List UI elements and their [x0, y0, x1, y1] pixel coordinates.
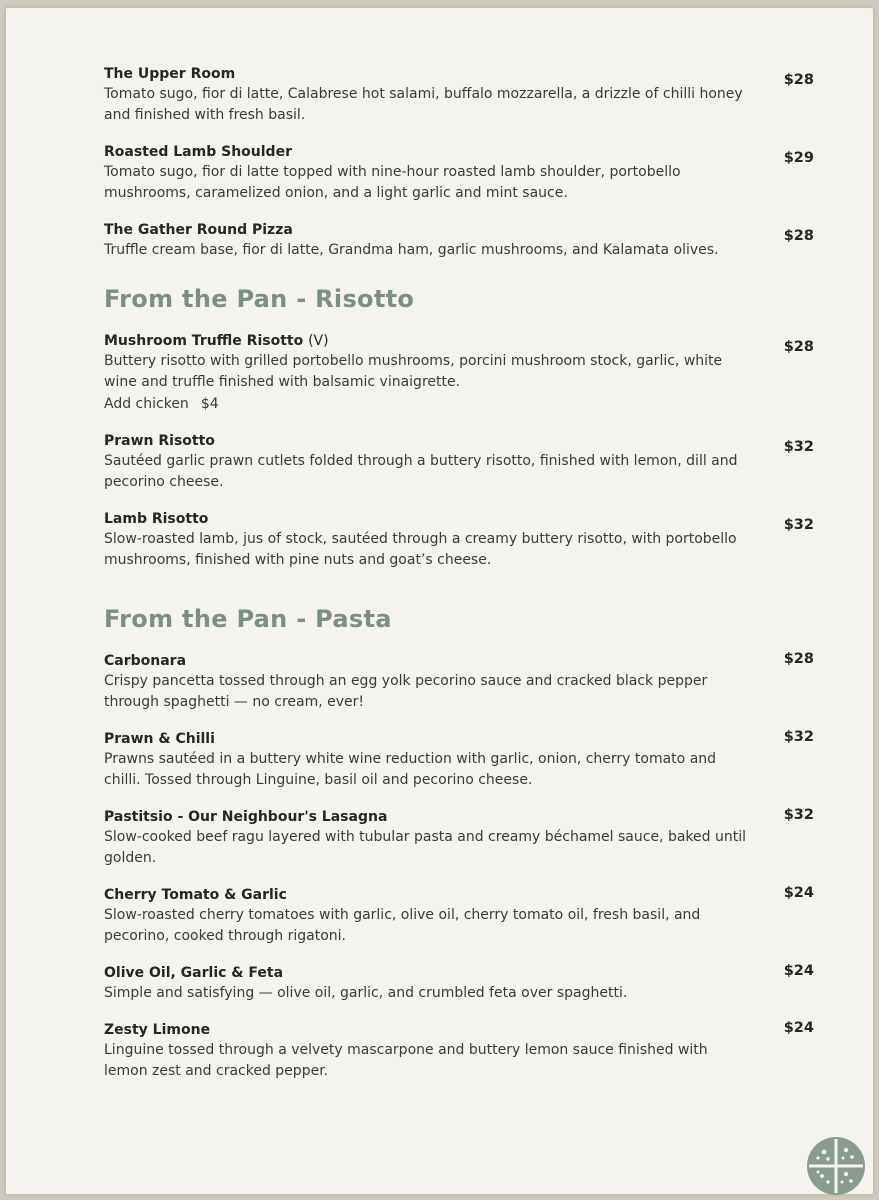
menu-item [104, 651, 814, 713]
item-name: Cherry Tomato & Garlic [104, 887, 287, 903]
item-description: Sautéed garlic prawn cutlets folded through a buttery risotto, finished with lemon, dill and pecorino cheese. [104, 453, 738, 490]
item-name: The Gather Round Pizza [104, 222, 293, 238]
item-price: $32 [783, 439, 814, 455]
item-description: Tomato sugo, fior di latte topped with nine-hour roasted lamb shoulder, portobello mushrooms, caramelized onion, and a light garlic and mint sauce. [104, 164, 681, 201]
item-price: $28 [783, 339, 814, 355]
menu-item [104, 807, 814, 869]
addon-price: $4 [200, 396, 219, 412]
item-description: Crispy pancetta tossed through an egg yolk pecorino sauce and cracked black pepper through spaghetti — no cream, ever! [104, 673, 708, 710]
menu-item [104, 885, 814, 947]
item-name: Pastitsio - Our Neighbour's Lasagna [104, 809, 388, 825]
menu-item [104, 1020, 814, 1082]
item-price: $24 [783, 1020, 814, 1036]
item-price: $32 [783, 517, 814, 533]
item-price: $29 [783, 150, 814, 166]
item-description: Buttery risotto with grilled portobello mushrooms, porcini mushroom stock, garlic, white wine and truffle finished with balsamic vinaigrette. [104, 353, 723, 390]
menu-item [104, 220, 814, 261]
item-name [104, 331, 814, 351]
item-name: Prawn & Chilli [104, 731, 215, 747]
item-price: $28 [783, 651, 814, 667]
menu-item [104, 64, 814, 126]
item-name: Olive Oil, Garlic & Feta [104, 965, 284, 981]
item-description: Prawns sautéed in a buttery white wine reduction with garlic, onion, cherry tomato and chilli. Tossed through Linguine, basil oil and pecorino cheese. [104, 751, 717, 788]
item-price: $28 [783, 72, 814, 88]
menu-page [6, 8, 873, 1194]
section-heading-pasta: From the Pan - Pasta [104, 605, 392, 633]
item-name: Carbonara [104, 653, 187, 669]
item-name: Zesty Limone [104, 1022, 211, 1038]
item-price: $32 [783, 807, 814, 823]
item-description: Slow-roasted lamb, jus of stock, sautéed through a creamy buttery risotto, with portobello mushrooms, finished with pine nuts and goat’s cheese. [104, 531, 737, 568]
section-heading-risotto: From the Pan - Risotto [104, 285, 415, 313]
menu-item [104, 729, 814, 791]
menu-item [104, 431, 814, 493]
menu-item [104, 509, 814, 571]
item-name: Lamb Risotto [104, 511, 209, 527]
item-addon [104, 393, 814, 415]
item-name: Roasted Lamb Shoulder [104, 144, 292, 160]
item-description: Simple and satisfying — olive oil, garlic, and crumbled feta over spaghetti. [104, 985, 628, 1001]
item-price: $24 [783, 885, 814, 901]
item-name: The Upper Room [104, 66, 236, 82]
item-name-text: Mushroom Truffle Risotto [104, 333, 304, 349]
menu-item [104, 963, 814, 1004]
item-description: Truffle cream base, fior di latte, Grandma ham, garlic mushrooms, and Kalamata olives. [104, 242, 719, 258]
addon-label: Add chicken [104, 396, 189, 412]
item-price: $32 [783, 729, 814, 745]
item-price: $24 [783, 963, 814, 979]
vegetarian-tag: (V) [308, 333, 329, 349]
item-name: Prawn Risotto [104, 433, 215, 449]
pizza-logo-icon [806, 1136, 866, 1196]
menu-item [104, 142, 814, 204]
menu-content [104, 64, 814, 1098]
item-description: Slow-cooked beef ragu layered with tubular pasta and creamy béchamel sauce, baked until golden. [104, 829, 746, 866]
item-price: $28 [783, 228, 814, 244]
item-description: Linguine tossed through a velvety mascarpone and buttery lemon sauce finished with lemon zest and cracked pepper. [104, 1042, 708, 1079]
menu-item [104, 331, 814, 415]
item-description: Tomato sugo, fior di latte, Calabrese hot salami, buffalo mozzarella, a drizzle of chilli honey and finished with fresh basil. [104, 86, 743, 123]
item-description: Slow-roasted cherry tomatoes with garlic, olive oil, cherry tomato oil, fresh basil, and pecorino, cooked through rigatoni. [104, 907, 701, 944]
